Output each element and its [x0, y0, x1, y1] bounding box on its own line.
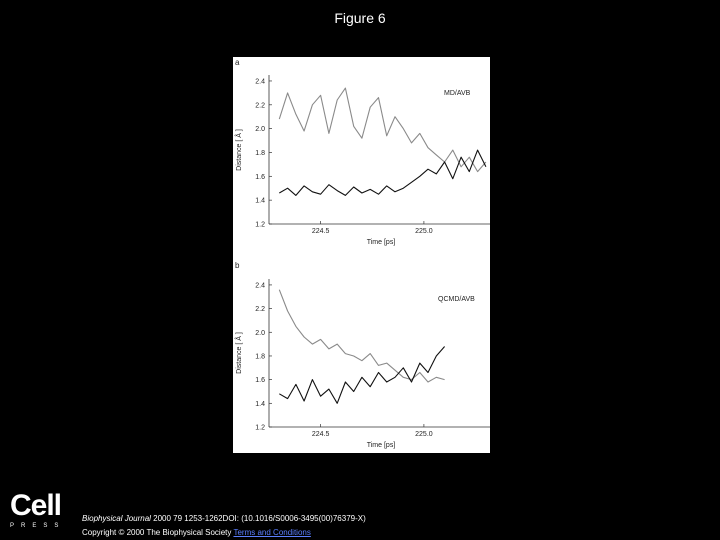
- figure-svg: [233, 57, 490, 453]
- panel-b-series: [279, 290, 444, 404]
- panel-a-x-label: Time [ps]: [366, 239, 396, 246]
- panel-a-label: a: [235, 58, 240, 67]
- terms-and-conditions-link[interactable]: Terms and Conditions: [233, 528, 311, 537]
- panel-a: [234, 58, 490, 246]
- panel-a-y-label: Distance [ Å ]: [236, 129, 243, 171]
- panel-a-ticks: [255, 78, 432, 235]
- y-tick-label: 1.8: [255, 149, 265, 157]
- y-tick-label: 1.2: [255, 221, 265, 229]
- y-tick-label: 2.2: [255, 102, 265, 110]
- panel-b-x-label: Time [ps]: [366, 442, 396, 449]
- citation-block: [82, 512, 366, 540]
- panel-b: [234, 261, 490, 449]
- logo-press: PRESS: [10, 523, 66, 529]
- y-tick-label: 1.2: [255, 424, 265, 432]
- x-tick-label: 224.5: [311, 431, 330, 438]
- y-tick-label: 1.8: [255, 353, 265, 361]
- x-tick-label: 225.0: [415, 228, 433, 235]
- journal-name: Biophysical Journal: [82, 514, 151, 523]
- panel-b-y-label: Distance [ Å ]: [236, 332, 243, 374]
- series-line-black: [279, 150, 486, 195]
- figure-image: [233, 57, 490, 453]
- series-line-gray: [279, 290, 444, 382]
- copyright-line: [82, 526, 366, 540]
- y-tick-label: 2.4: [255, 282, 265, 290]
- citation-details: 2000 79 1253-1262DOI: (10.1016/S0006-3495(00)76379-X): [150, 514, 366, 523]
- panel-b-label: b: [235, 261, 240, 270]
- y-tick-label: 2.0: [255, 126, 265, 134]
- x-tick-label: 224.5: [311, 228, 330, 235]
- y-tick-label: 2.4: [255, 78, 265, 86]
- panel-a-series: [279, 88, 486, 195]
- y-tick-label: 1.6: [255, 173, 265, 181]
- series-line-gray: [279, 88, 486, 172]
- cell-press-logo: [10, 491, 65, 529]
- panel-b-legend: QCMD/AVB: [438, 296, 475, 303]
- y-tick-label: 2.0: [255, 329, 265, 337]
- logo-word: Cell: [10, 489, 62, 522]
- y-tick-label: 1.4: [255, 400, 265, 408]
- y-tick-label: 1.6: [255, 377, 265, 385]
- panel-b-ticks: [255, 282, 432, 438]
- y-tick-label: 1.4: [255, 197, 265, 205]
- x-tick-label: 225.0: [415, 431, 433, 438]
- citation-line: [82, 512, 366, 526]
- panel-a-legend: MD/AVB: [444, 90, 471, 97]
- page-title: Figure 6: [334, 10, 386, 26]
- series-line-black: [279, 347, 444, 404]
- y-tick-label: 2.2: [255, 306, 265, 314]
- copyright-text: Copyright © 2000 The Biophysical Society: [82, 528, 234, 537]
